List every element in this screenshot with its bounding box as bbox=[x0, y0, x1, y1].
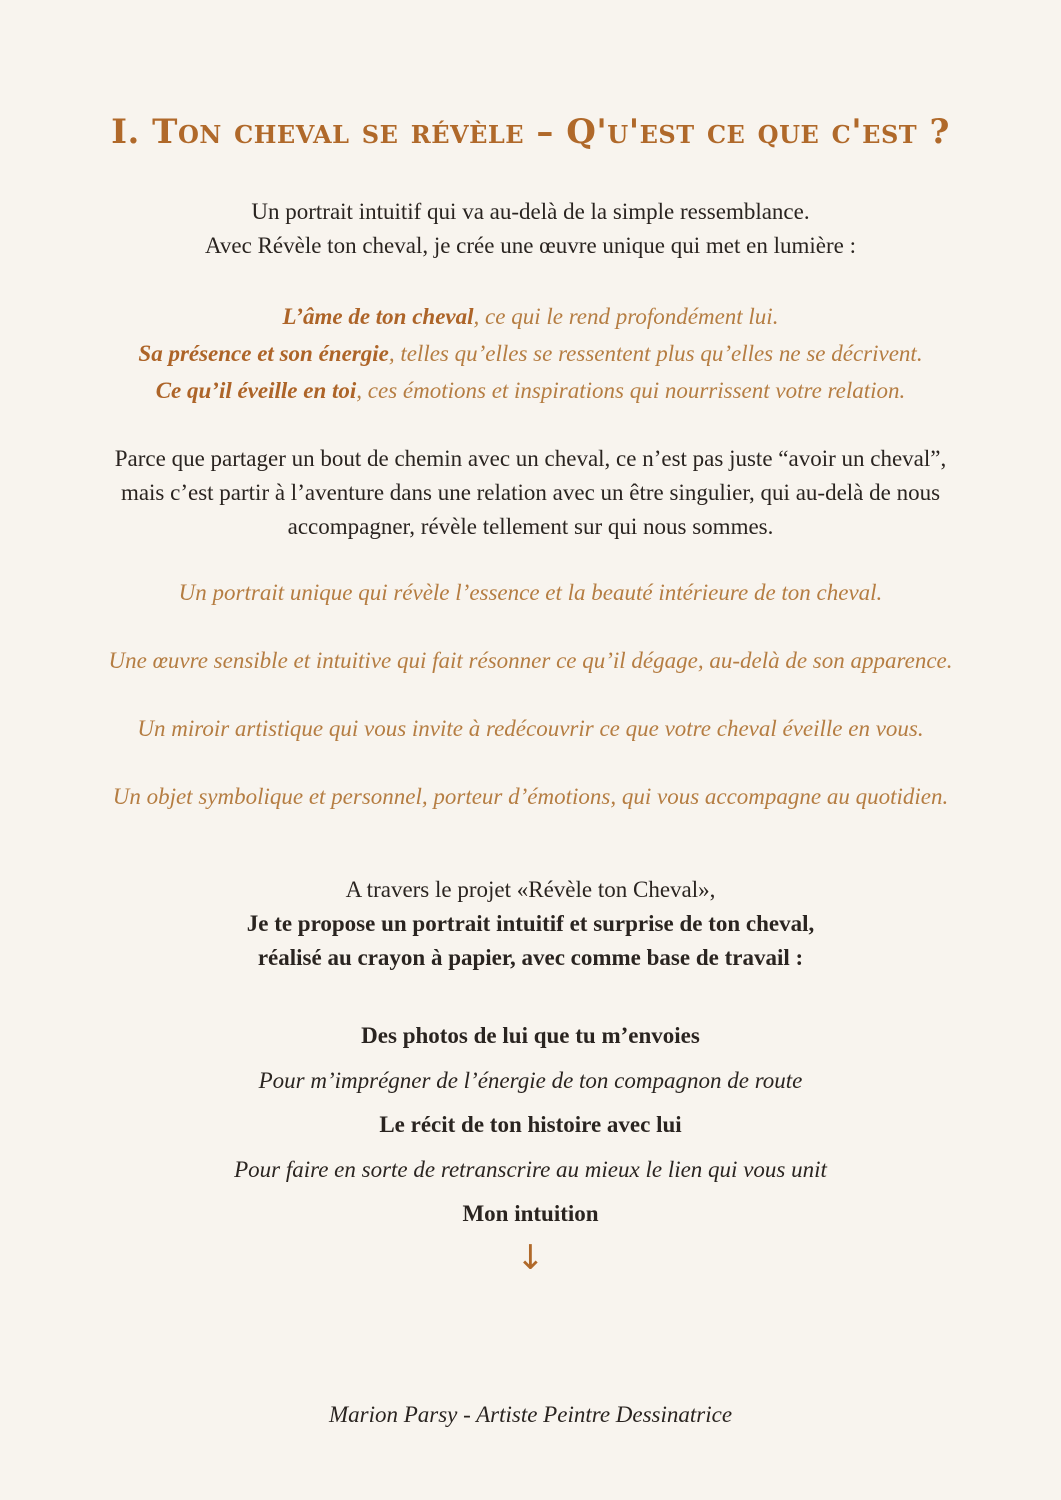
feature-list bbox=[0, 298, 1061, 409]
basis-item: Pour faire en sorte de retranscrire au mieux le lien qui vous unit bbox=[234, 1156, 827, 1182]
intro-line-2: Avec Révèle ton cheval, je crée une œuvre unique qui met en lumière : bbox=[205, 233, 856, 258]
project-line-3: réalisé au crayon à papier, avec comme base de travail : bbox=[257, 945, 804, 970]
promise-item: Un objet symbolique et personnel, porteur d’émotions, qui vous accompagne au quotidien. bbox=[112, 784, 949, 809]
project-line-2: Je te propose un portrait intuitif et surprise de ton cheval, bbox=[246, 911, 815, 936]
feature-rest: , telles qu’elles se ressentent plus qu’elles ne se décrivent. bbox=[388, 341, 923, 366]
project-line-1: A travers le projet «Révèle ton Cheval», bbox=[345, 877, 716, 902]
down-arrow-icon: ↓ bbox=[516, 1238, 545, 1278]
paragraph-line-1: Parce que partager un bout de chemin avec un cheval, ce n’est pas juste “avoir un cheval”, bbox=[114, 446, 947, 471]
basis-item: Le récit de ton histoire avec lui bbox=[379, 1112, 682, 1137]
basis-item: Pour m’imprégner de l’énergie de ton compagnon de route bbox=[258, 1067, 803, 1093]
paragraph-line-2: mais c’est partir à l’aventure dans une relation avec un être singulier, qui au-delà de nous bbox=[120, 480, 941, 505]
intro bbox=[0, 195, 1061, 263]
paragraph-line-3: accompagner, révèle tellement sur qui nous sommes. bbox=[287, 514, 774, 539]
feature-item bbox=[0, 298, 1061, 335]
intro-line-1: Un portrait intuitif qui va au-delà de la simple ressemblance. bbox=[251, 199, 810, 224]
promise-list bbox=[0, 559, 1061, 831]
feature-lead: L’âme de ton cheval bbox=[282, 304, 474, 329]
footer-signature: Marion Parsy - Artiste Peintre Dessinatrice bbox=[328, 1402, 733, 1427]
basis-item: Mon intuition bbox=[462, 1201, 599, 1226]
promise-item: Un miroir artistique qui vous invite à redécouvrir ce que votre cheval éveille en vous. bbox=[137, 716, 924, 741]
feature-rest: , ces émotions et inspirations qui nourrissent votre relation. bbox=[356, 378, 906, 403]
work-basis-list bbox=[0, 1014, 1061, 1237]
feature-item bbox=[0, 372, 1061, 409]
feature-item bbox=[0, 335, 1061, 372]
feature-lead: Ce qu’il éveille en toi bbox=[155, 378, 357, 403]
promise-item: Une œuvre sensible et intuitive qui fait résonner ce qu’il dégage, au-delà de son apparence. bbox=[108, 648, 953, 673]
project-intro bbox=[0, 873, 1061, 975]
feature-rest: , ce qui le rend profondément lui. bbox=[473, 304, 779, 329]
basis-item: Des photos de lui que tu m’envoies bbox=[361, 1023, 700, 1048]
page-title: I. Ton cheval se révèle – Q'u'est ce que c'est ? bbox=[111, 112, 950, 152]
feature-lead: Sa présence et son énergie bbox=[138, 341, 389, 366]
promise-item: Un portrait unique qui révèle l’essence et la beauté intérieure de ton cheval. bbox=[178, 580, 883, 605]
paragraph bbox=[0, 442, 1061, 544]
